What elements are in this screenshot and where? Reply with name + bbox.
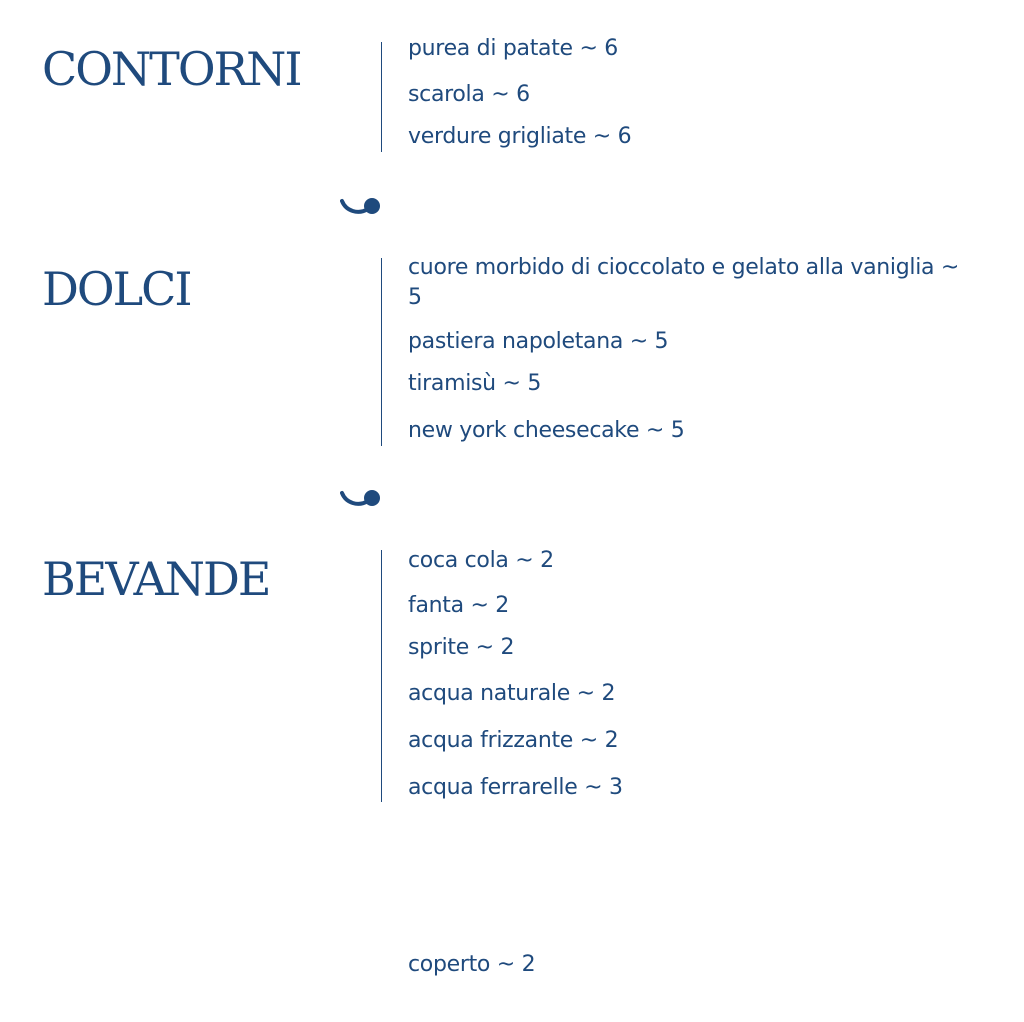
section-title-dolci: DOLCI <box>42 262 191 316</box>
menu-item: sprite ~ 2 <box>408 635 515 660</box>
menu-item: fanta ~ 2 <box>408 593 509 618</box>
menu-item: pastiera napoletana ~ 5 <box>408 329 669 354</box>
menu-item: acqua ferrarelle ~ 3 <box>408 775 623 800</box>
menu-item: acqua frizzante ~ 2 <box>408 728 619 753</box>
section-divider-line <box>381 42 382 152</box>
coperto-charge: coperto ~ 2 <box>408 952 536 977</box>
menu-item: cuore morbido di cioccolato e gelato alla vaniglia ~ 5 <box>408 255 960 310</box>
menu-item: purea di patate ~ 6 <box>408 36 618 61</box>
menu-item: new york cheesecake ~ 5 <box>408 418 685 443</box>
menu-item: verdure grigliate ~ 6 <box>408 124 632 149</box>
section-divider-line <box>381 258 382 446</box>
menu-item: tiramisù ~ 5 <box>408 371 542 396</box>
section-title-contorni: CONTORNI <box>42 42 301 96</box>
menu-item: scarola ~ 6 <box>408 82 530 107</box>
menu-item: coca cola ~ 2 <box>408 548 554 573</box>
swirl-ornament-icon <box>340 195 384 219</box>
swirl-ornament-icon <box>340 487 384 511</box>
section-divider-line <box>381 550 382 802</box>
section-title-bevande: BEVANDE <box>42 552 270 606</box>
menu-item: acqua naturale ~ 2 <box>408 681 616 706</box>
